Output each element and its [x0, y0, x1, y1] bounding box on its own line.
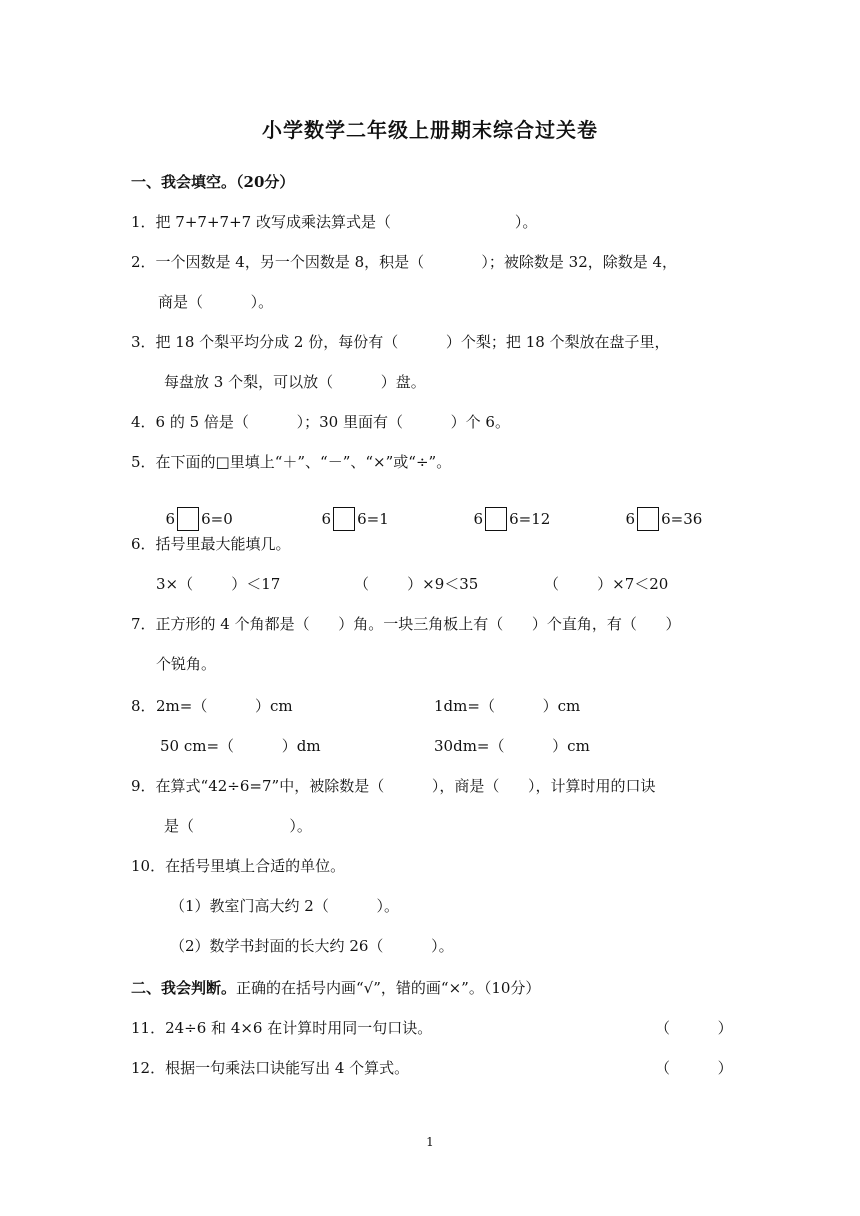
- question-4: 4．6 的 5 倍是（ ）；30 里面有（ ）个 6。: [131, 413, 510, 431]
- q5-item-3-left: 6: [473, 510, 484, 528]
- question-8-label: 8．: [131, 697, 156, 715]
- question-12: 12．根据一句乘法口诀能写出 4 个算式。: [131, 1059, 410, 1077]
- q5-item-1: [156, 488, 233, 532]
- section2-heading: [131, 978, 540, 998]
- q5-item-1-left: 6: [165, 510, 176, 528]
- question-10-sub1: （1）教室门高大约 2（ ）。: [170, 897, 400, 915]
- question-2-line2: 商是（ ）。: [158, 293, 274, 311]
- q5-item-1-right: 6=0: [201, 510, 233, 528]
- question-9-line2: 是（ ）。: [164, 817, 312, 835]
- question-10-sub2: （2）数学书封面的长大约 26（ ）。: [170, 937, 454, 955]
- question-9-line1: 9．在算式“42÷6=7”中，被除数是（ ），商是（ ），计算时用的口诀: [131, 777, 656, 795]
- question-10: 10．在括号里填上合适的单位。: [131, 857, 346, 875]
- answer-box[interactable]: [177, 507, 199, 531]
- q5-item-4-left: 6: [625, 510, 636, 528]
- page-title: 小学数学二年级上册期末综合过关卷: [262, 118, 598, 142]
- question-7-line1: 7．正方形的 4 个角都是（ ）角。一块三角板上有（ ）个直角，有（ ）: [131, 615, 681, 633]
- q5-item-3-right: 6=12: [509, 510, 551, 528]
- answer-box[interactable]: [333, 507, 355, 531]
- question-5: 5．在下面的□里填上“＋”、“－”、“×”或“÷”。: [131, 453, 452, 471]
- q5-item-2-left: 6: [321, 510, 332, 528]
- q6-item-1: 3×（ ）＜17: [156, 575, 281, 593]
- section1-heading: 一、我会填空。（20分）: [131, 173, 295, 191]
- q5-item-3: [464, 488, 550, 532]
- q5-item-2: [312, 488, 389, 532]
- page-number: 1: [426, 1135, 434, 1149]
- q6-item-2: （ ）×9＜35: [354, 575, 479, 593]
- question-3-line2: 每盘放 3 个梨，可以放（ ）盘。: [164, 373, 426, 391]
- section2-instructions: 正确的在括号内画“√”，错的画“×”。（10分）: [236, 979, 541, 997]
- question-2-line1: 2．一个因数是 4，另一个因数是 8，积是（ ）；被除数是 32，除数是 4，: [131, 253, 678, 271]
- question-6: 6．括号里最大能填几。: [131, 535, 291, 553]
- q5-item-2-right: 6=1: [357, 510, 389, 528]
- answer-box[interactable]: [485, 507, 507, 531]
- q6-item-3: （ ）×7＜20: [544, 575, 669, 593]
- q5-item-4-right: 6=36: [661, 510, 703, 528]
- question-7-line2: 个锐角。: [156, 655, 217, 673]
- q8-item-1: 2m=（ ）cm: [156, 697, 293, 715]
- q8-item-2: 1dm=（ ）cm: [434, 697, 581, 715]
- question-3-line1: 3．把 18 个梨平均分成 2 份，每份有（ ）个梨；把 18 个梨放在盘子里，: [131, 333, 670, 351]
- question-1: 1．把 7+7+7+7 改写成乘法算式是（ ）。: [131, 213, 538, 231]
- q8-item-3: 50 cm=（ ）dm: [160, 737, 321, 755]
- question-11: 11．24÷6 和 4×6 在计算时用同一句口诀。: [131, 1019, 433, 1037]
- q8-item-4: 30dm=（ ）cm: [434, 737, 590, 755]
- q11-answer-paren: （ ）: [655, 1019, 733, 1037]
- section2-title: 二、我会判断。: [131, 979, 237, 997]
- answer-box[interactable]: [637, 507, 659, 531]
- q5-item-4: [616, 488, 702, 532]
- q12-answer-paren: （ ）: [655, 1059, 733, 1077]
